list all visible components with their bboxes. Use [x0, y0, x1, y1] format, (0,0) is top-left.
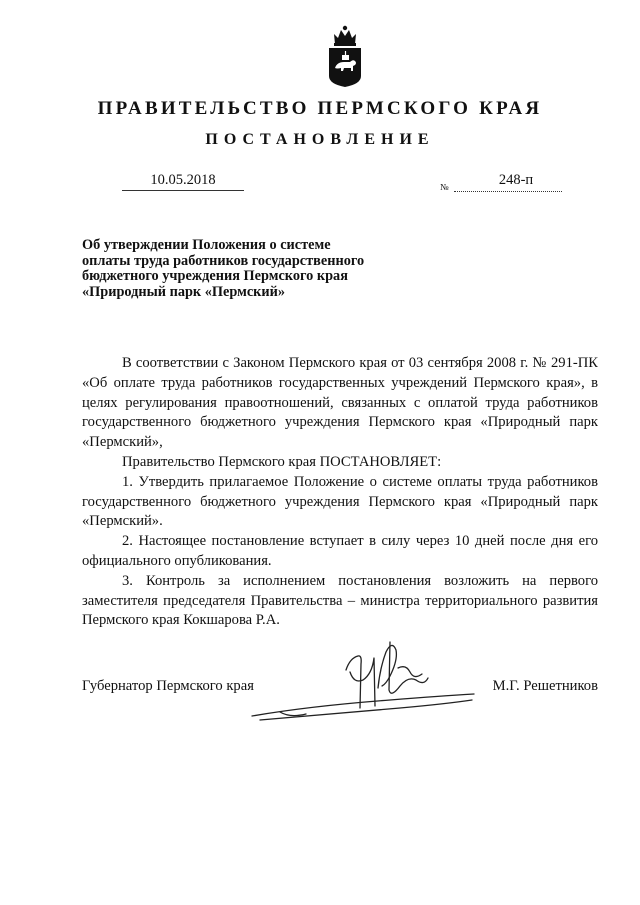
date-underline — [122, 190, 244, 191]
perm-krai-coat-of-arms-icon — [326, 24, 364, 88]
subject-line: оплаты труда работников государственного — [82, 252, 365, 269]
signatory-name: М.Г. Решетников — [492, 678, 598, 694]
subject-line: бюджетного учреждения Пермского края — [82, 268, 348, 284]
document-body — [82, 354, 598, 631]
document-subject — [82, 238, 402, 300]
subject-line: «Природный парк «Пермский» — [82, 283, 286, 300]
handwritten-signature-icon — [250, 628, 480, 728]
document-type: ПОСТАНОВЛЕНИЕ — [205, 131, 435, 148]
document-number: 248-п — [498, 172, 534, 188]
body-paragraph: 3. Контроль за исполнением постановления возложить на первого заместителя председателя Правительства – министра территориального развития Пермского края Кокшарова Р.А. — [82, 572, 598, 629]
document-date: 10.05.2018 — [150, 172, 216, 188]
body-paragraph: 2. Настоящее постановление вступает в силу через 10 дней после дня его официального опубликования. — [82, 533, 598, 569]
date-field — [122, 172, 244, 191]
body-paragraph: Правительство Пермского края ПОСТАНОВЛЯЕТ: — [122, 453, 442, 470]
body-paragraph: В соответствии с Законом Пермского края от 03 сентября 2008 г. № 291-ПК «Об оплате труда работников государственных учреждений Пермского края», в целях регулирования правоотношений, связанных с оплатой труда работников государственного бюджетного учреждения Пермского края «Природный парк «Пермский», — [82, 355, 598, 451]
subject-line: Об утверждении Положения о системе — [82, 237, 331, 253]
body-paragraph: 1. Утвердить прилагаемое Положение о системе оплаты труда работников государственного бюджетного учреждения Пермского края «Природный парк «Пермский». — [82, 473, 598, 530]
government-title: ПРАВИТЕЛЬСТВО ПЕРМСКОГО КРАЯ — [97, 98, 543, 119]
number-underline — [454, 191, 562, 192]
number-sign: № — [440, 182, 449, 192]
signatory-role: Губернатор Пермского края — [82, 678, 254, 694]
